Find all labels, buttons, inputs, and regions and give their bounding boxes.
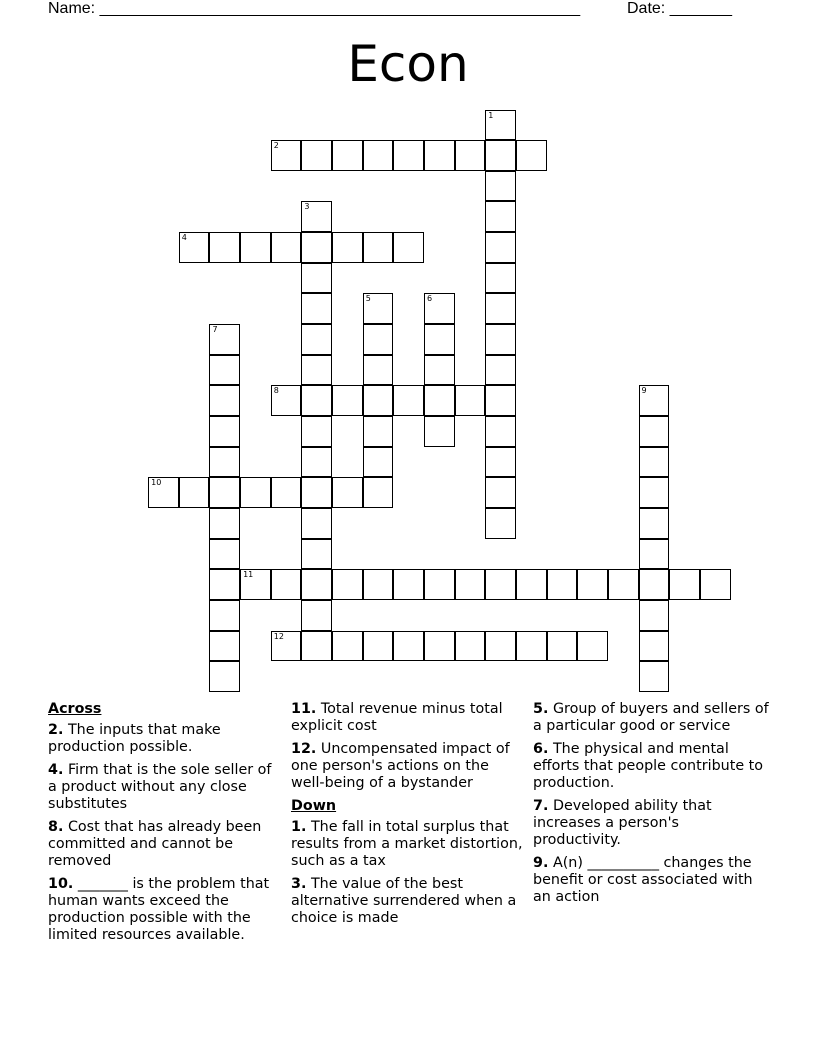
clue-across-10: 10. _______ is the problem that human wants exceed the production possible with the limited resources available. (48, 876, 270, 943)
grid-cell[interactable] (485, 110, 516, 141)
grid-cell[interactable] (301, 232, 332, 263)
grid-cell[interactable] (332, 385, 363, 416)
grid-cell[interactable] (209, 569, 240, 600)
clue-column-3 (533, 701, 769, 912)
grid-cell[interactable] (485, 293, 516, 324)
grid-cell[interactable] (547, 631, 578, 662)
grid-cell[interactable] (301, 355, 332, 386)
grid-cell[interactable] (209, 477, 240, 508)
clue-down-5: 5. Group of buyers and sellers of a particular good or service (533, 701, 769, 734)
grid-cell[interactable] (516, 569, 547, 600)
grid-cell[interactable] (301, 447, 332, 478)
grid-cell[interactable] (179, 232, 210, 263)
grid-cell[interactable] (363, 324, 394, 355)
grid-cell[interactable] (301, 140, 332, 171)
grid-cell[interactable] (455, 569, 486, 600)
grid-cell[interactable] (639, 385, 670, 416)
grid-cell[interactable] (363, 569, 394, 600)
grid-cell[interactable] (301, 263, 332, 294)
name-field[interactable]: Name: ______________________________________________________ (48, 0, 581, 17)
grid-cell[interactable] (271, 631, 302, 662)
grid-cell[interactable] (669, 569, 700, 600)
grid-cell[interactable] (485, 385, 516, 416)
grid-cell[interactable] (639, 508, 670, 539)
grid-cell[interactable] (301, 385, 332, 416)
grid-cell[interactable] (639, 477, 670, 508)
clue-number: 12 (273, 631, 284, 641)
clue-column-2 (291, 701, 527, 933)
clue-number: 2 (273, 141, 279, 151)
clue-across-12: 12. Uncompensated impact of one person's actions on the well-being of a bystander (291, 741, 510, 791)
grid-cell[interactable] (485, 631, 516, 662)
grid-cell[interactable] (209, 324, 240, 355)
grid-cell[interactable] (301, 293, 332, 324)
grid-cell[interactable] (363, 232, 394, 263)
grid-cell[interactable] (485, 508, 516, 539)
grid-cell[interactable] (485, 447, 516, 478)
clue-down-9: 9. A(n) __________ changes the benefit or cost associated with an action (533, 855, 753, 905)
grid-cell[interactable] (577, 569, 608, 600)
grid-cell[interactable] (240, 232, 271, 263)
grid-cell[interactable] (424, 293, 455, 324)
grid-cell[interactable] (148, 477, 179, 508)
grid-cell[interactable] (393, 569, 424, 600)
grid-cell[interactable] (393, 385, 424, 416)
grid-cell[interactable] (301, 508, 332, 539)
grid-cell[interactable] (363, 293, 394, 324)
grid-cell[interactable] (332, 569, 363, 600)
grid-cell[interactable] (485, 324, 516, 355)
grid-cell[interactable] (209, 631, 240, 662)
grid-cell[interactable] (485, 416, 516, 447)
grid-cell[interactable] (271, 232, 302, 263)
clue-number: 6 (427, 294, 433, 304)
clue-across-4: 4. Firm that is the sole seller of a product without any close substitutes (48, 762, 272, 812)
grid-cell[interactable] (301, 600, 332, 631)
grid-cell[interactable] (485, 263, 516, 294)
grid-cell[interactable] (301, 201, 332, 232)
clue-across-2: 2. The inputs that make production possible. (48, 722, 221, 755)
grid-cell[interactable] (363, 355, 394, 386)
grid-cell[interactable] (608, 569, 639, 600)
clue-number: 9 (641, 386, 647, 396)
grid-cell[interactable] (271, 385, 302, 416)
grid-cell[interactable] (547, 569, 578, 600)
clue-number: 7 (212, 325, 218, 335)
clue-number: 5 (365, 294, 371, 304)
grid-cell[interactable] (363, 140, 394, 171)
clue-column-1 (48, 701, 284, 950)
grid-cell[interactable] (209, 447, 240, 478)
grid-cell[interactable] (271, 569, 302, 600)
grid-cell[interactable] (485, 477, 516, 508)
grid-cell[interactable] (301, 539, 332, 570)
grid-cell[interactable] (209, 661, 240, 692)
grid-cell[interactable] (332, 140, 363, 171)
grid-cell[interactable] (639, 661, 670, 692)
grid-cell[interactable] (332, 477, 363, 508)
grid-cell[interactable] (209, 232, 240, 263)
down-heading: Down (291, 798, 337, 814)
grid-cell[interactable] (455, 140, 486, 171)
grid-cell[interactable] (363, 447, 394, 478)
grid-cell[interactable] (393, 140, 424, 171)
date-field[interactable]: Date: _______ (627, 0, 732, 17)
grid-cell[interactable] (332, 631, 363, 662)
grid-cell[interactable] (363, 631, 394, 662)
grid-cell[interactable] (301, 416, 332, 447)
clue-number: 8 (273, 386, 279, 396)
grid-cell[interactable] (485, 569, 516, 600)
grid-cell[interactable] (455, 385, 486, 416)
clue-number: 10 (151, 478, 162, 488)
grid-cell[interactable] (301, 477, 332, 508)
grid-cell[interactable] (577, 631, 608, 662)
grid-cell[interactable] (209, 600, 240, 631)
grid-cell[interactable] (485, 232, 516, 263)
grid-cell[interactable] (424, 569, 455, 600)
grid-cell[interactable] (393, 232, 424, 263)
grid-cell[interactable] (332, 232, 363, 263)
grid-cell[interactable] (424, 631, 455, 662)
across-heading: Across (48, 701, 102, 717)
grid-cell[interactable] (209, 416, 240, 447)
clue-down-7: 7. Developed ability that increases a person's productivity. (533, 798, 712, 848)
grid-cell[interactable] (301, 324, 332, 355)
clue-number: 3 (304, 202, 310, 212)
grid-cell[interactable] (240, 569, 271, 600)
clue-number: 11 (243, 570, 254, 580)
grid-cell[interactable] (639, 600, 670, 631)
grid-cell[interactable] (455, 631, 486, 662)
clue-down-3: 3. The value of the best alternative surrendered when a choice is made (291, 876, 517, 926)
grid-cell[interactable] (424, 416, 455, 447)
grid-cell[interactable] (363, 385, 394, 416)
grid-cell[interactable] (271, 140, 302, 171)
grid-cell[interactable] (179, 477, 210, 508)
grid-cell[interactable] (639, 569, 670, 600)
grid-cell[interactable] (485, 355, 516, 386)
grid-cell[interactable] (485, 140, 516, 171)
clue-number: 1 (488, 110, 494, 120)
grid-cell[interactable] (639, 416, 670, 447)
grid-cell[interactable] (516, 631, 547, 662)
grid-cell[interactable] (700, 569, 731, 600)
grid-cell[interactable] (271, 477, 302, 508)
grid-cell[interactable] (485, 201, 516, 232)
grid-cell[interactable] (363, 477, 394, 508)
grid-cell[interactable] (240, 477, 271, 508)
grid-cell[interactable] (301, 569, 332, 600)
grid-cell[interactable] (363, 416, 394, 447)
grid-cell[interactable] (209, 355, 240, 386)
grid-cell[interactable] (301, 631, 332, 662)
grid-cell[interactable] (424, 324, 455, 355)
page-title: Econ (347, 35, 469, 93)
grid-cell[interactable] (393, 631, 424, 662)
grid-cell[interactable] (639, 447, 670, 478)
grid-cell[interactable] (209, 508, 240, 539)
grid-cell[interactable] (639, 539, 670, 570)
clue-number: 4 (181, 233, 187, 243)
grid-cell[interactable] (424, 385, 455, 416)
grid-cell[interactable] (424, 355, 455, 386)
grid-cell[interactable] (424, 140, 455, 171)
grid-cell[interactable] (516, 140, 547, 171)
clue-across-11: 11. Total revenue minus total explicit cost (291, 701, 503, 734)
grid-cell[interactable] (209, 385, 240, 416)
grid-cell[interactable] (209, 539, 240, 570)
grid-cell[interactable] (485, 171, 516, 202)
grid-cell[interactable] (639, 631, 670, 662)
clue-across-8: 8. Cost that has already been committed and cannot be removed (48, 819, 262, 869)
clue-down-6: 6. The physical and mental efforts that people contribute to production. (533, 741, 764, 791)
clue-down-1: 1. The fall in total surplus that results from a market distortion, such as a tax (291, 819, 523, 869)
